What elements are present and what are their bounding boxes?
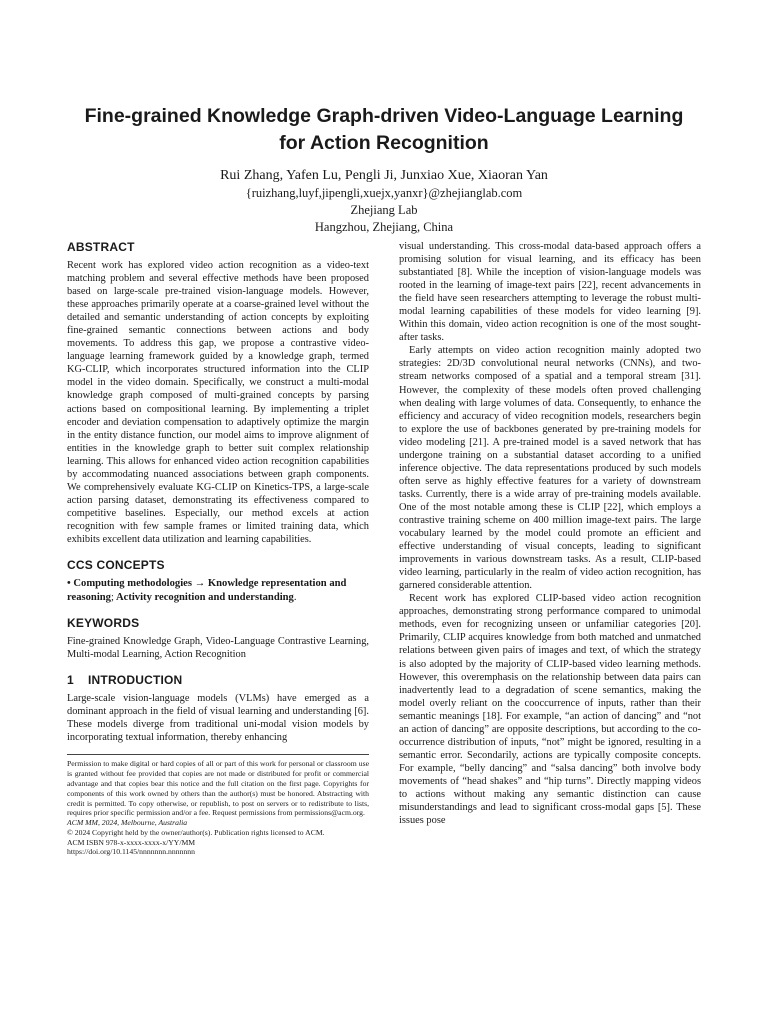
isbn-line: ACM ISBN 978-x-xxxx-xxxx-x/YY/MM (67, 837, 196, 847)
ccs-heading: CCS CONCEPTS (67, 558, 165, 573)
keywords-heading: KEYWORDS (67, 616, 140, 631)
copyright-line: © 2024 Copyright held by the owner/author(s). Publication rights licensed to ACM. (67, 827, 325, 837)
abstract-text: Recent work has explored video action recognition as a video-text matching problem and several effective methods have been proposed based on large-scale pre-trained vision-language models. However, these approaches primarily operate at a coarse-grained level without the detailed and semantic understanding of action concepts by exploiting fine-grained semantic connections between actions and body movements. To address this gap, we propose a contrastive video-language learning framework guided by a knowledge graph, termed KG-CLIP, which incorporates structured information into the CLIP model in the video domain. Specifically, we construct a multi-modal knowledge graph composed of multi-grained concepts by parsing actions based on compositional learning. By implementing a triplet encoder and deviation compensation to adaptively optimize the margin in the entity distance function, our model aims to improve alignment of entities in the knowledge graph to better suit complex relationship learning. This allows for enhanced video action recognition capabilities by accommodating nuanced associations between graph components. We comprehensively evaluate KG-CLIP on Kinetics-TPS, a large-scale action parsing dataset, demonstrating its effectiveness compared to competitive baselines. Especially, our method excels at action recognition with few sample frames or limited training data, which exhibits excellent data utilization and learning capabilities. (67, 260, 369, 545)
permission-notice: Permission to make digital or hard copies of all or part of this work for personal or classroom use is granted without fee provided that copies are not made or distributed for profit or commercial advantage and that copies bear this notice and the full citation on the first page. Copyrights for components of this work owned by others than the author(s) must be honored. Abstracting with credit is permitted. To copy otherwise, or republish, to post on servers or to redistribute to lists, requires prior specific permission and/or a fee. Request permissions from permissions@acm.org. (67, 759, 369, 818)
ccs-part-2: Knowledge representation and reasoning (67, 578, 347, 603)
paper-title (40, 103, 728, 157)
footnote-block (67, 759, 369, 857)
ccs-separator: ; (110, 591, 114, 603)
author-location: Hangzhou, Zhejiang, China (314, 220, 454, 234)
author-emails: {ruizhang,luyf,jipengli,xuejx,yanxr}@zhejianglab.com (245, 186, 523, 200)
left-column (67, 240, 369, 857)
ccs-concepts (67, 577, 369, 604)
keywords-text: Fine-grained Knowledge Graph, Video-Language Contrastive Learning, Multi-modal Learning, Action Recognition (67, 636, 369, 661)
ccs-arrow: → (194, 578, 206, 590)
ccs-part-1: Computing methodologies (73, 578, 192, 590)
author-affiliation: Zhejiang Lab (350, 203, 418, 217)
author-block (40, 166, 728, 236)
title-line-2: for Action Recognition (279, 132, 489, 154)
right-column (399, 240, 701, 827)
ccs-bullet: • (67, 578, 71, 590)
ccs-end: . (293, 591, 297, 603)
venue-line: ACM MM, 2024, Melbourne, Australia (67, 818, 188, 828)
introduction-heading: 1 INTRODUCTION (67, 673, 183, 688)
abstract-heading: ABSTRACT (67, 240, 135, 254)
author-names: Rui Zhang, Yafen Lu, Pengli Ji, Junxiao Xue, Xiaoran Yan (220, 168, 548, 183)
intro-paragraph-3: Recent work has explored CLIP-based video action recognition approaches, demonstrating strong performance compared to unimodal methods, even for recognizing unseen or unfamiliar categories [20]. Primarily, CLIP acquires knowledge from both matched and unmatched relations between given pairs of images and text, of which the strategy is also adopted by the majority of CLIP-based video learning methods. However, this overemphasis on the relationship between data pairs can inadvertently lead to a degradation of scene semantics, making the model overly reliant on the cooccurrence of inputs, rather than their semantic meanings [18]. For example, “an action of dancing” and “not an action of dancing” are opposite descriptions, but according to the co-occurrence distribution of inputs, “not” might be ignored, resulting in a semantic error. Secondarily, actions are typically composite concepts. For example, “belly dancing” and “salsa dancing” both involve body movements of “head shakes” and “hip turns”. Directly mapping videos to actions without making any semantic distinction can cause misunderstandings and lead to significant cross-modal gaps [5]. These issues pose (399, 593, 701, 827)
intro-paragraph-2: Early attempts on video action recognition mainly adopted two strategies: 2D/3D convolutional neural networks (CNNs), and two-stream networks composed of a spatial and a temporal stream [31]. However, the complexity of these models often proved challenging when dealing with large volumes of data. Consequently, to enhance the efficiency and accuracy of video recognition models, researchers begin to explore the use of backbones generated by pre-training models for video modeling [21]. A pre-trained model is a saved network that has undergone training on a substantial dataset according to a unified inference objective. The data representations produced by such models often serve as highly effective features for a variety of downstream tasks. Currently, there is a wide array of pre-training models available. One of the most notable among these is CLIP [22], which employs a contrastive training scheme on 400 million image-text pairs. The large vocabulary learned by the model could promote an efficient and effective understanding of visual concepts, leading to significant improvements in various downstream tasks. As a result, CLIP-based video learning, particularly in the realm of video action recognition, has garnered considerable attention. (399, 345, 701, 592)
intro-paragraph-1-start: Large-scale vision-language models (VLMs) have emerged as a dominant approach in the field of visual learning and understanding [6]. These models diverge from traditional uni-modal vision models by incorporating textual information, thereby enhancing (67, 693, 369, 744)
title-line-1: Fine-grained Knowledge Graph-driven Video-Language Learning (84, 105, 684, 127)
footnote-divider (67, 754, 369, 755)
doi-line: https://doi.org/10.1145/nnnnnnn.nnnnnnn (67, 847, 195, 857)
ccs-part-3: Activity recognition and understanding (115, 591, 294, 603)
intro-paragraph-1-continued: visual understanding. This cross-modal data-based approach offers a promising solution for visual learning, and its efficacy has been substantiated [8]. While the inception of vision-language models was rooted in the learning of image-text pairs [22], recent advancements in the field have seen researchers attempting to leverage the robust multi-modal learning capabilities of these models for video learning [9]. Within this domain, video action recognition is one of the most sought-after tasks. (399, 241, 701, 344)
